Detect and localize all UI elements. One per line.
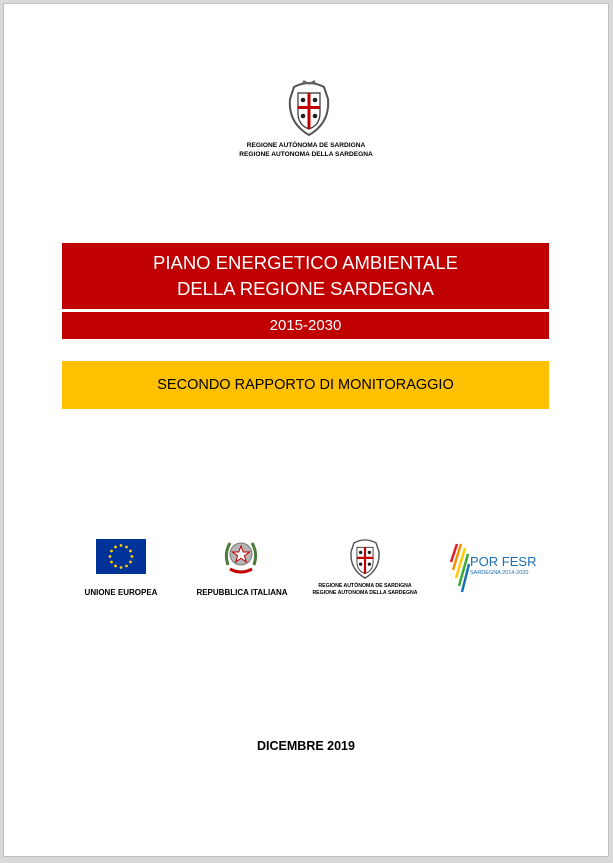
title-years: 2015-2030 (269, 317, 342, 334)
region-logo-text (305, 583, 425, 597)
sardinia-crest-icon (284, 79, 334, 139)
region-logo-line-1: REGIONE AUTÒNOMA DE SARDIGNA (318, 583, 412, 589)
subtitle-banner (62, 361, 549, 409)
sardinia-crest-small-icon (346, 537, 384, 581)
title-line-2: DELLA REGIONE SARDEGNA (176, 278, 435, 299)
por-fesr-title: POR FESR (470, 554, 537, 569)
region-name-block (154, 141, 458, 159)
title-line-1: PIANO ENERGETICO AMBIENTALE (153, 252, 458, 273)
eu-flag-icon (96, 539, 146, 574)
italy-label: REPUBBLICA ITALIANA (196, 588, 288, 597)
region-name-italian: REGIONE AUTONOMA DELLA SARDEGNA (239, 151, 373, 158)
italian-republic-emblem-icon (222, 535, 260, 577)
region-name-sardinian: REGIONE AUTÒNOMA DE SARDIGNA (246, 142, 366, 149)
por-fesr-stripes-icon (448, 540, 470, 594)
document-date: DICEMBRE 2019 (257, 739, 355, 753)
por-fesr-subtitle: SARDEGNA 2014-2020 (470, 570, 529, 576)
years-banner (62, 312, 549, 339)
region-logo-line-2: REGIONE AUTONOMA DELLA SARDEGNA (312, 590, 418, 596)
title-banner (62, 243, 549, 309)
eu-label: UNIONE EUROPEA (84, 588, 158, 597)
document-page (3, 3, 609, 857)
subtitle-text: SECONDO RAPPORTO DI MONITORAGGIO (157, 377, 454, 393)
